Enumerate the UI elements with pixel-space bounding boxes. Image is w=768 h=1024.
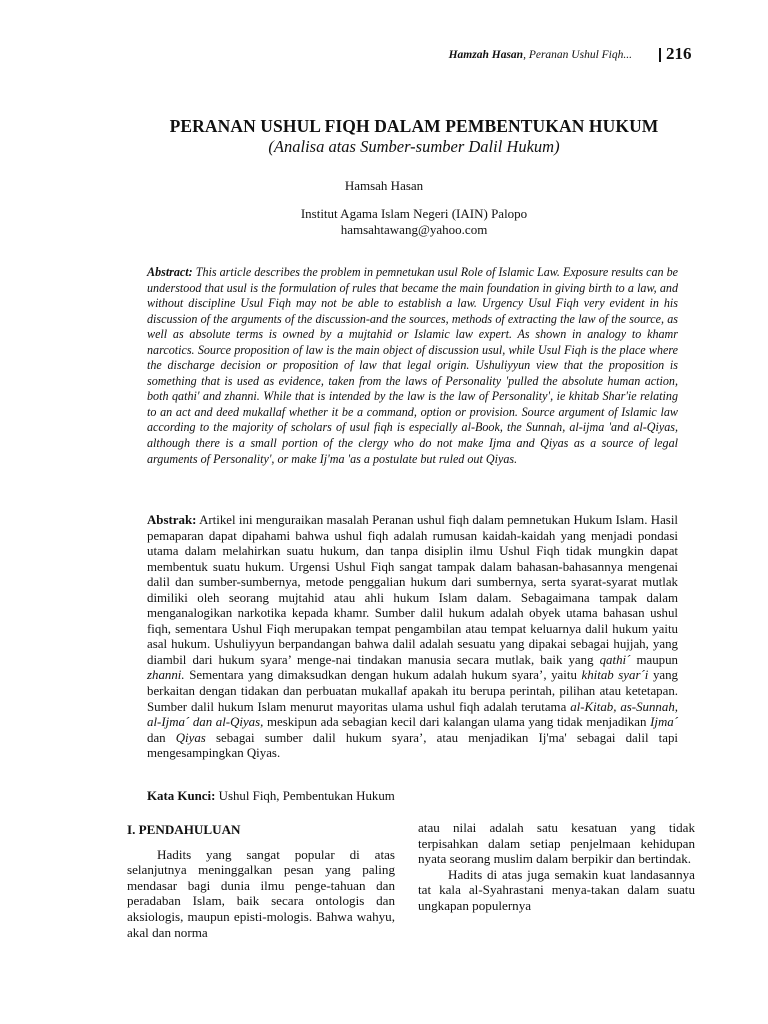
page-number: 216	[666, 44, 692, 63]
abstract-label: Abstract:	[147, 265, 193, 279]
body-paragraph: Hadits yang sangat popular di atas selanjutnya meninggalkan pesan yang paling mendasar bagi dunia ilmu penge-tahuan dan peradaban Islam, baik secara ontologis dan aksiologis, maupun episti-mologis. Bahwa wahyu, akal dan norma	[127, 846, 395, 940]
abstract-text: This article describes the problem in pemnetukan usul Role of Islamic Law. Exposure results can be understood that usul is the formulation of rules that became the main foundation in giving birth to a law, and without discipline Usul Fiqh may not be able to establish a law. Urgency Usul Fiqh very evident in his discussion of the arguments of the discussion-and the sources, methods of extracting the law of the source, as well as absolute terms is owned by a mujtahid or Islamic law expert. As shown in analogy to khamr narcotics. Source proposition of law is the main object of discussion usul, while Usul Fiqh is the place where the discharge decision or proposition of law that legal origin. Ushuliyyun view that the proposition is something that is used as evidence, taken from the laws of Personality 'pulled the absolute human action, both qathi' and zhanni. While that is intended by the law is the law of Personality', ie khitab Shar'ie relating to an act and deed mukallaf whether it be a command, option or provision. Source argument of Islamic law according to the majority of scholars of usul fiqh is especially al-Book, the Sunnah, al-ijma 'and al-Qiyas, although there is a small portion of the clergy who do not make Ijma and Qiyas as a source of legal arguments of Personality', or make Ij'ma 'as a postulate but ruled out Qiyas.	[147, 265, 678, 466]
abstrak-word-maupun: maupun	[636, 652, 678, 667]
body-paragraph: Hadits di atas juga semakin kuat landasannya tat kala al-Syahrastani menya-takan dalam suatu ungkapan populernya	[418, 866, 695, 913]
keywords	[147, 789, 678, 804]
keywords-label: Kata Kunci:	[147, 789, 216, 803]
abstrak-text-mid3: meskipun ada sebagian kecil dari kalangan ulama yang tidak menjadikan	[266, 715, 647, 730]
running-journal: , Peranan Ushul Fiqh...	[523, 49, 632, 61]
running-author: Hamzah Hasan	[448, 49, 524, 61]
abstrak-term-qathi: qathi´	[599, 652, 631, 667]
author-email: hamsahtawang@yahoo.com	[340, 222, 488, 237]
abstrak-term-ijma: Ijma´	[650, 715, 678, 730]
keywords-text: Ushul Fiqh, Pembentukan Hukum	[218, 789, 395, 803]
body-column-right	[418, 820, 695, 914]
abstrak-term-zhanni: zhanni.	[147, 668, 185, 683]
running-title	[449, 49, 632, 61]
abstrak-text-mid2: yang berkaitan dengan tidakan dan perbuatan mukallaf apakah itu berupa perintah, pilihan atau ketetapan. Sumber dalil hukum Islam menurut mayoritas ulama ushul fiqh adalah terutama	[147, 668, 678, 714]
paper-subtitle: (Analisa atas Sumber-sumber Dalil Hukum)	[268, 137, 560, 156]
author-institution: Institut Agama Islam Negeri (IAIN) Palopo	[300, 206, 528, 221]
abstrak-term-qiyas: Qiyas	[175, 730, 206, 745]
paper-title: PERANAN USHUL FIQH DALAM PEMBENTUKAN HUKUM	[169, 116, 659, 136]
abstrak-label: Abstrak:	[147, 513, 197, 527]
abstract-english	[147, 265, 678, 467]
abstrak-text-end: sebagai sumber dalil hukum syara’, atau menjadikan Ij'ma' sebagai dalil tapi mengesampingkan Qiyas.	[147, 730, 678, 761]
abstrak-term-khitab: khitab syar´i	[581, 668, 649, 683]
abstrak-text: Artikel ini menguraikan masalah Peranan ushul fiqh dalam pemnetukan Hukum Islam. Hasil pemaparan dapat dipahami bahwa ushul fiqh adalah rumusan kaidah-kaidah yang menjadi pondasi utama dalam melahirkan suatu hukum, dan tanpa disiplin ilmu Ushul Fiqh tidak mungkin dapat membentuk suatu hukum. Urgensi Ushul Fiqh sangat tampak dalam bahasan-bahasannya mengenai dalil dan sumber-sumbernya, metode penggalian hukum dari sumbernya, serta syarat-syarat mutlak dimiliki oleh seorang mujtahid atau ahli hukum Islam dalam. Sebagaimana tampak dalam menganalogikan narkotika kepada khamr. Sumber dalil hukum adalah obyek utama bahasan ushul fiqh, sementara Ushul Fiqh merupakan tempat pengambilan atau tempat keluarnya dalil hukum yaitu asal hukum. Ushuliyyun berpandangan bahwa dalil adalah sesuatu yang dipakai sebagai hujjah, yang diambil dari hukum syara’ menge-nai tindakan manusia secara mutlak, baik yang	[147, 513, 678, 667]
abstrak-word-dan: dan	[147, 730, 166, 745]
abstrak-text-mid: Sementara yang dimaksudkan dengan hukum adalah hukum syara’, yaitu	[189, 668, 577, 683]
author-name: Hamsah Hasan	[344, 178, 424, 193]
section-heading: I. PENDAHULUAN	[127, 822, 241, 837]
body-paragraph: atau nilai adalah satu kesatuan yang tidak terpisahkan dalam setiap penjelmaan kehidupan nyata seorang muslim dalam berpikir dan bertindak.	[418, 820, 695, 867]
body-column-left	[127, 822, 395, 940]
abstract-indonesian	[147, 513, 678, 762]
header-divider	[659, 48, 661, 62]
running-header	[0, 44, 768, 64]
abstrak-term-sources: al-Kitab, as-Sunnah, al-Ijma´ dan al-Qiyas,	[147, 699, 678, 730]
